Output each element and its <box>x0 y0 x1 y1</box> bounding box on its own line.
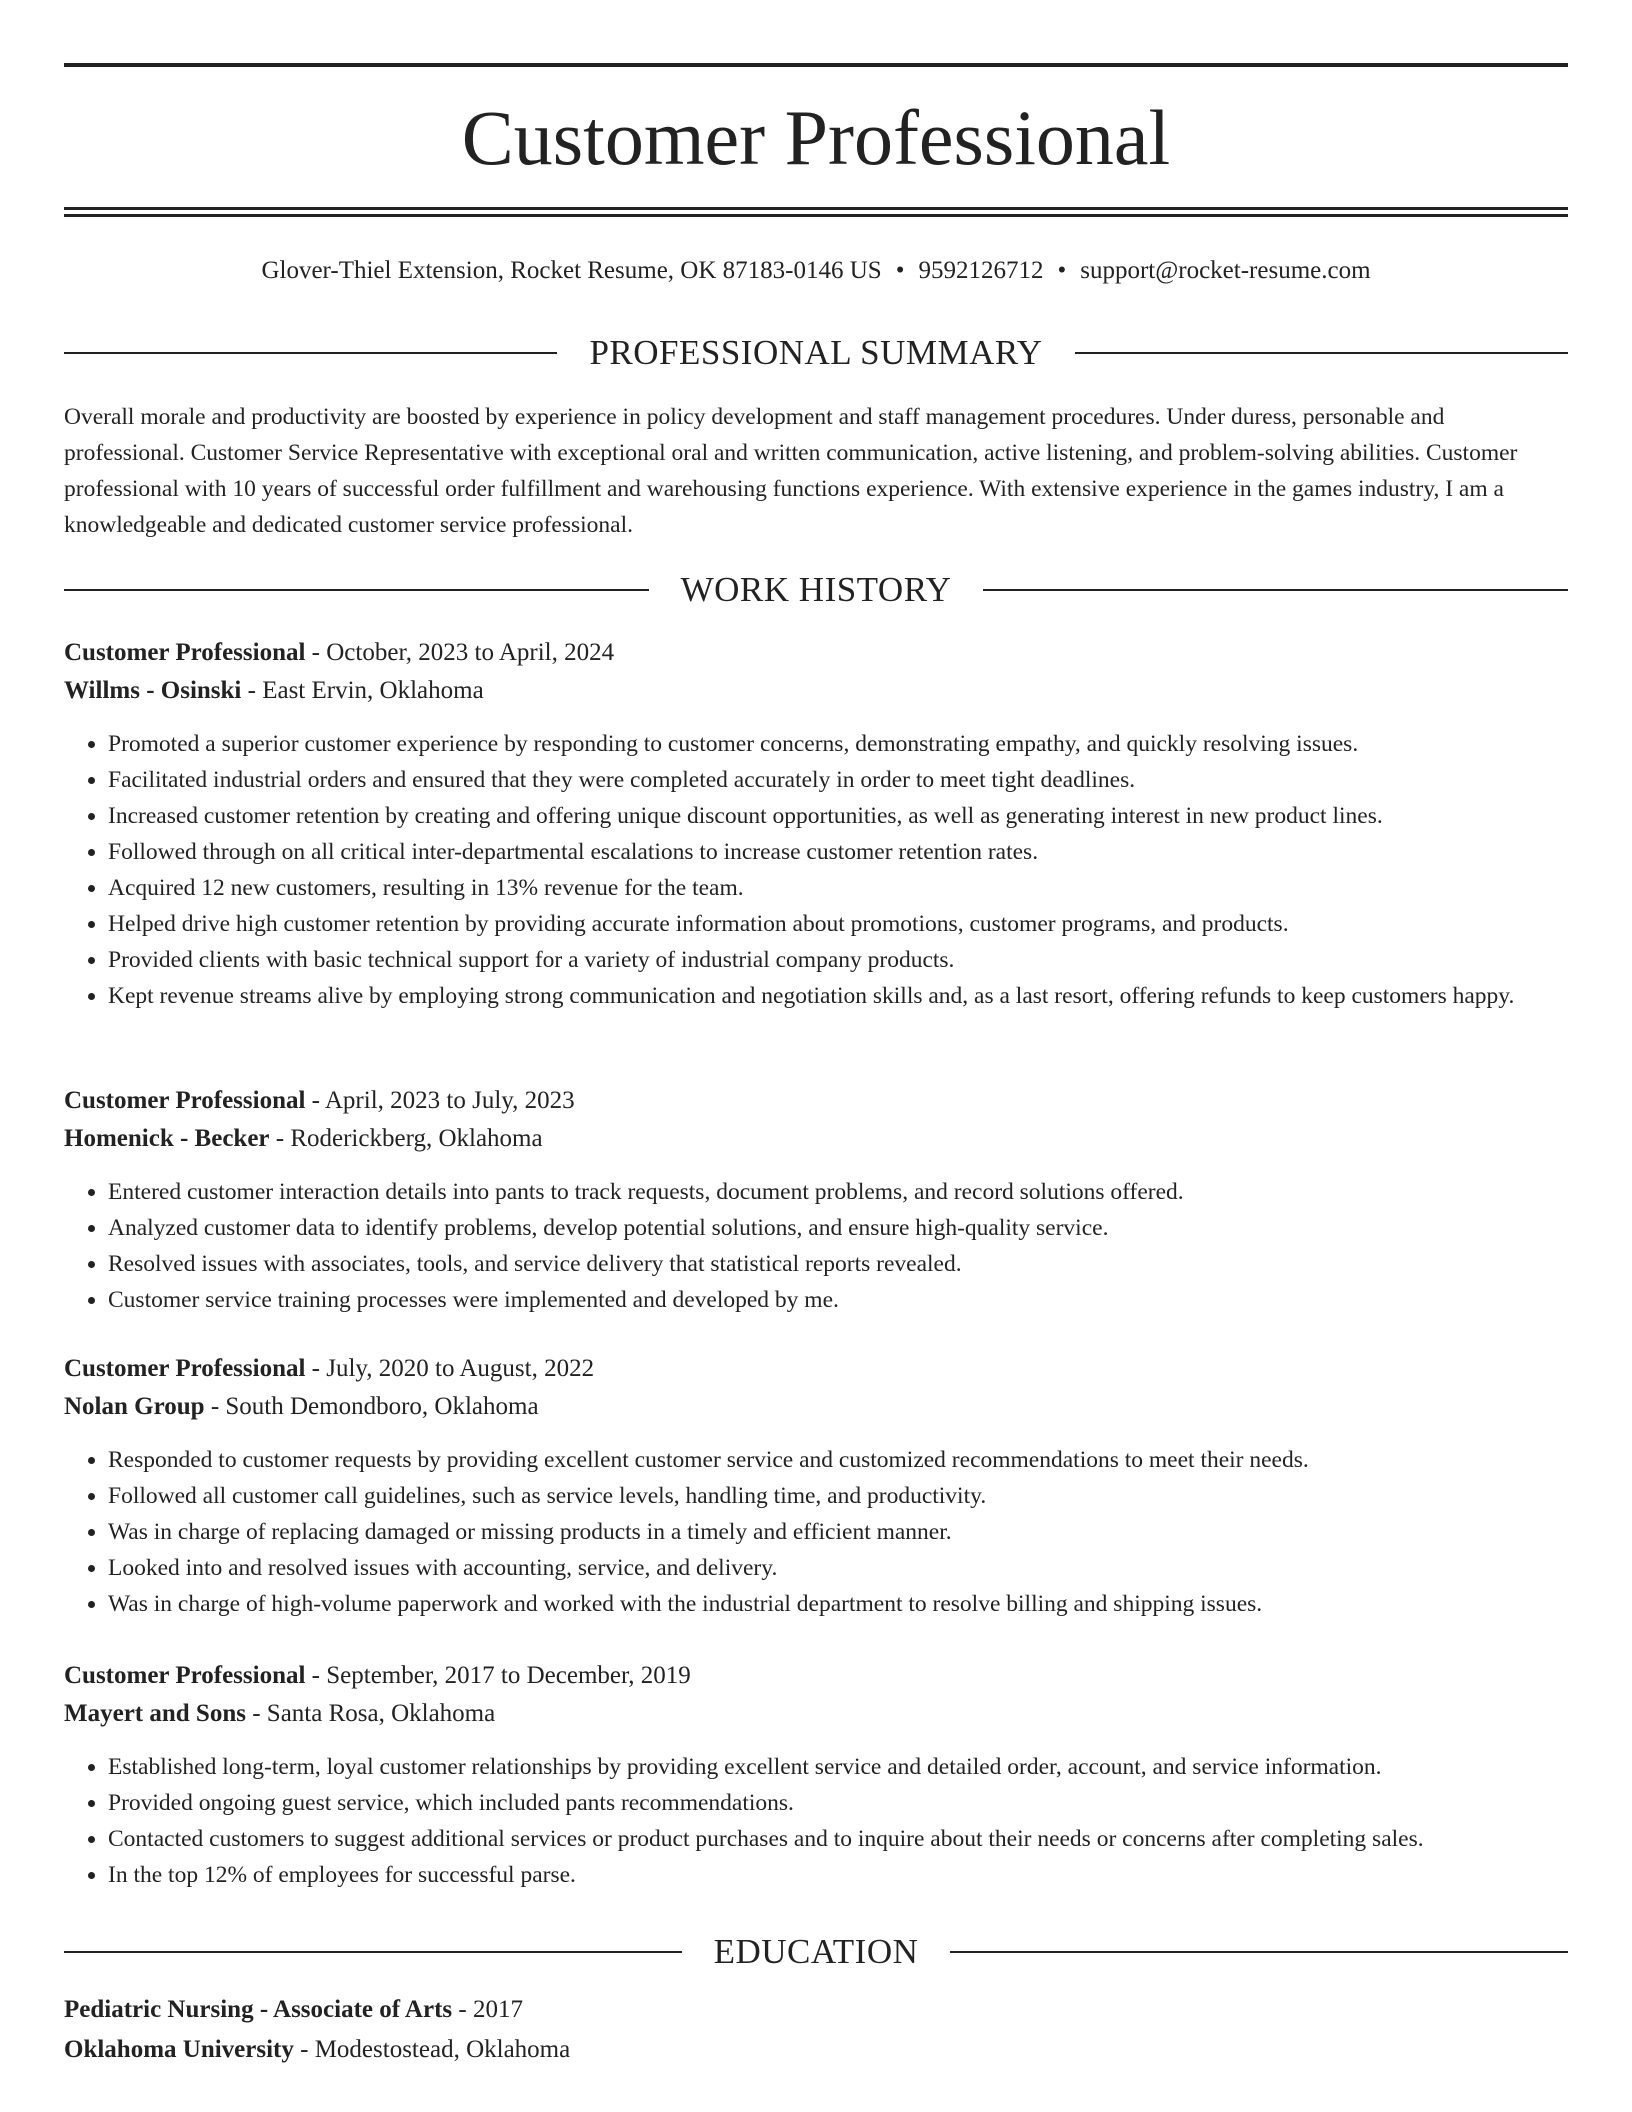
job-company: Homenick - Becker <box>64 1125 270 1152</box>
job-title-line <box>64 1657 1568 1695</box>
education-degree-line <box>64 1990 1568 2030</box>
job-bullets <box>64 1442 1568 1622</box>
list-item: • Resolved issues with associates, tools, and service delivery that statistical reports revealed. <box>108 1246 1568 1282</box>
list-item: • Was in charge of high-volume paperwork and worked with the industrial department to resolve billing and shipping issues. <box>108 1586 1568 1622</box>
section-header-work-history <box>64 568 1568 612</box>
job-dates: - July, 2020 to August, 2022 <box>305 1355 595 1382</box>
section-title-education: EDUCATION <box>713 1932 919 1971</box>
list-item: • Followed through on all critical inter-departmental escalations to increase customer retention rates. <box>108 834 1568 870</box>
job-entry <box>64 1657 1568 1893</box>
top-rule <box>64 63 1568 67</box>
job-title: Customer Professional <box>64 1087 306 1114</box>
job-company: Willms - Osinski <box>64 677 242 704</box>
education-year: - 2017 <box>452 1996 523 2023</box>
job-location: - South Demondboro, Oklahoma <box>204 1393 539 1420</box>
section-rule-left <box>64 1951 682 1953</box>
section-rule-left <box>64 352 557 354</box>
list-item: • Established long-term, loyal customer relationships by providing excellent service and detailed order, account, and service information. <box>108 1749 1568 1785</box>
list-item: • Provided ongoing guest service, which included pants recommendations. <box>108 1785 1568 1821</box>
list-item: • Followed all customer call guidelines, such as service levels, handling time, and productivity. <box>108 1478 1568 1514</box>
contact-line <box>0 253 1632 289</box>
section-title-summary: PROFESSIONAL SUMMARY <box>589 333 1043 372</box>
job-bullets <box>64 1174 1568 1318</box>
job-entry <box>64 1350 1568 1622</box>
job-bullets <box>64 726 1568 1014</box>
list-item: • Looked into and resolved issues with accounting, service, and delivery. <box>108 1550 1568 1586</box>
list-item: • Promoted a superior customer experience by responding to customer concerns, demonstrating empathy, and quickly resolving issues. <box>108 726 1568 762</box>
job-dates: - September, 2017 to December, 2019 <box>305 1662 691 1689</box>
list-item: • Kept revenue streams alive by employing strong communication and negotiation skills and, as a last resort, offering refunds to keep customers happy. <box>108 978 1568 1014</box>
education-school-line <box>64 2030 1568 2070</box>
job-entry <box>64 1082 1568 1318</box>
list-item: • In the top 12% of employees for successful parse. <box>108 1857 1568 1893</box>
section-rule-right <box>1075 352 1568 354</box>
list-item: • Increased customer retention by creating and offering unique discount opportunities, as well as generating interest in new product lines. <box>108 798 1568 834</box>
list-item: • Entered customer interaction details into pants to track requests, document problems, and record solutions offered. <box>108 1174 1568 1210</box>
job-location: - East Ervin, Oklahoma <box>241 677 484 704</box>
contact-separator: • <box>1057 257 1067 284</box>
education-school: Oklahoma University <box>64 2036 294 2063</box>
section-rule-left <box>64 589 649 591</box>
job-entry <box>64 634 1568 1014</box>
job-title: Customer Professional <box>64 1355 306 1382</box>
section-rule-right <box>983 589 1568 591</box>
job-title-line <box>64 1350 1568 1388</box>
section-title-work-history: WORK HISTORY <box>680 570 952 609</box>
contact-address: Glover-Thiel Extension, Rocket Resume, OK 87183-0146 US <box>261 257 882 284</box>
list-item: • Responded to customer requests by providing excellent customer service and customized recommendations to meet their needs. <box>108 1442 1568 1478</box>
contact-separator: • <box>895 257 905 284</box>
list-item: • Provided clients with basic technical support for a variety of industrial company products. <box>108 942 1568 978</box>
list-item: • Acquired 12 new customers, resulting in 13% revenue for the team. <box>108 870 1568 906</box>
job-title: Customer Professional <box>64 1662 306 1689</box>
job-company: Nolan Group <box>64 1393 205 1420</box>
list-item: • Analyzed customer data to identify problems, develop potential solutions, and ensure high-quality service. <box>108 1210 1568 1246</box>
job-company-line <box>64 672 1568 710</box>
education-degree: Pediatric Nursing - Associate of Arts <box>64 1996 453 2023</box>
candidate-name: Customer Professional <box>461 94 1171 181</box>
name-double-rule-top <box>64 207 1568 210</box>
contact-email: support@rocket-resume.com <box>1080 257 1371 284</box>
list-item: • Customer service training processes were implemented and developed by me. <box>108 1282 1568 1318</box>
job-title-line <box>64 1082 1568 1120</box>
job-location: - Santa Rosa, Oklahoma <box>245 1700 496 1727</box>
list-item: • Helped drive high customer retention by providing accurate information about promotions, customer programs, and products. <box>108 906 1568 942</box>
list-item: • Contacted customers to suggest additional services or product purchases and to inquire about their needs or concerns after completing sales. <box>108 1821 1568 1857</box>
section-header-summary <box>64 331 1568 375</box>
list-item: • Was in charge of replacing damaged or missing products in a timely and efficient manner. <box>108 1514 1568 1550</box>
section-rule-right <box>950 1951 1568 1953</box>
job-company: Mayert and Sons <box>64 1700 246 1727</box>
job-dates: - April, 2023 to July, 2023 <box>305 1087 575 1114</box>
job-title-line <box>64 634 1568 672</box>
section-header-education <box>64 1930 1568 1974</box>
name-double-rule-bottom <box>64 214 1568 217</box>
job-bullets <box>64 1749 1568 1893</box>
education-entry <box>64 1990 1568 2070</box>
education-location: - Modestostead, Oklahoma <box>293 2036 571 2063</box>
professional-summary: Overall morale and productivity are boosted by experience in policy development and staff management procedures. Under duress, personable and professional. Customer Service Representative with exceptional oral and written communication, active listening, and problem-solving abilities. Customer professional with 10 years of successful order fulfillment and warehousing functions experience. With extensive experience in the games industry, I am a knowledgeable and dedicated customer service professional. <box>64 404 1518 538</box>
job-company-line <box>64 1695 1568 1733</box>
job-location: - Roderickberg, Oklahoma <box>269 1125 543 1152</box>
job-title: Customer Professional <box>64 639 306 666</box>
job-company-line <box>64 1388 1568 1426</box>
contact-phone: 9592126712 <box>918 257 1044 284</box>
list-item: • Facilitated industrial orders and ensured that they were completed accurately in order to meet tight deadlines. <box>108 762 1568 798</box>
job-dates: - October, 2023 to April, 2024 <box>305 639 615 666</box>
job-company-line <box>64 1120 1568 1158</box>
